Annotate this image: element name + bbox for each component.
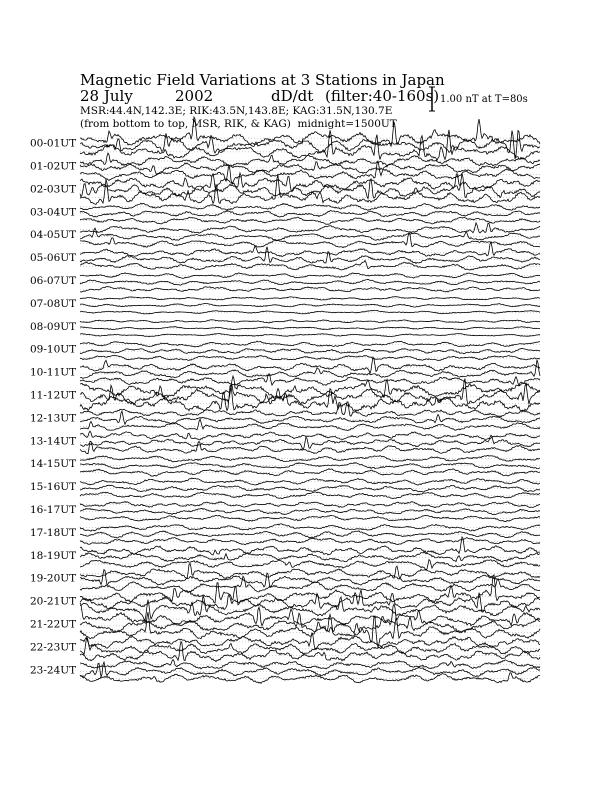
trace-msr <box>80 385 540 412</box>
trace-kag <box>80 223 540 233</box>
hour-label: 22-23UT <box>30 641 77 654</box>
hour-label: 10-11UT <box>30 366 77 379</box>
date-label: 28 July <box>80 87 133 105</box>
hour-label: 11-12UT <box>30 389 77 402</box>
trace-kag <box>80 320 540 323</box>
trace-kag <box>80 660 540 669</box>
hour-label: 21-22UT <box>30 618 77 631</box>
trace-kag <box>80 563 540 578</box>
hour-label: 18-19UT <box>30 549 77 562</box>
trace-kag <box>80 357 540 373</box>
trace-msr <box>80 175 540 204</box>
trace-msr <box>80 576 540 592</box>
hour-label: 06-07UT <box>30 274 77 287</box>
hour-label: 14-15UT <box>30 458 77 471</box>
trace-rik <box>80 463 540 469</box>
trace-kag <box>80 153 540 166</box>
trace-rik <box>80 508 540 514</box>
hour-label: 20-21UT <box>30 595 77 608</box>
hour-label: 01-02UT <box>30 160 77 173</box>
scale-label: 1.00 nT at T=80s <box>440 94 528 105</box>
year-label: 2002 <box>175 87 214 105</box>
trace-msr <box>80 560 540 571</box>
hour-label: 08-09UT <box>30 320 77 333</box>
trace-msr <box>80 419 540 430</box>
trace-kag <box>80 537 540 555</box>
hour-label: 03-04UT <box>30 206 77 219</box>
hour-label: 05-06UT <box>30 252 77 265</box>
trace-kag <box>80 173 540 192</box>
stations-label: MSR:44.4N,142.3E; RIK:43.5N,143.8E; KAG:31.5N,130.7E <box>80 105 393 117</box>
hour-label: 17-18UT <box>30 526 77 539</box>
trace-rik <box>80 360 540 379</box>
hour-label: 07-08UT <box>30 297 77 310</box>
hour-label: 12-13UT <box>30 412 77 425</box>
chart-title: Magnetic Field Variations at 3 Stations in Japan <box>80 71 445 89</box>
trace-kag <box>80 117 540 146</box>
trace-kag <box>80 524 540 531</box>
trace-rik <box>80 247 540 264</box>
hour-label: 04-05UT <box>30 229 77 242</box>
trace-kag <box>80 376 540 400</box>
hour-label: 16-17UT <box>30 503 77 516</box>
hour-label: 15-16UT <box>30 481 77 494</box>
trace-rik <box>80 327 540 330</box>
hour-label: 23-24UT <box>30 664 77 677</box>
midnight-label: midnight=1500UT <box>297 118 397 130</box>
hour-label: 00-01UT <box>30 137 77 150</box>
trace-msr <box>80 233 540 248</box>
filter-label: (filter:40-160s) <box>325 87 440 105</box>
component-label: dD/dt <box>271 87 314 105</box>
hour-label: 13-14UT <box>30 435 77 448</box>
trace-kag <box>80 431 540 440</box>
order-label: (from bottom to top, MSR, RIK, & KAG) <box>80 118 291 130</box>
trace-msr <box>80 492 540 499</box>
hour-label: 02-03UT <box>30 183 77 196</box>
trace-msr <box>80 515 540 521</box>
trace-rik <box>80 162 540 175</box>
hour-label: 09-10UT <box>30 343 77 356</box>
trace-rik <box>80 411 540 424</box>
hour-label: 19-20UT <box>30 572 77 585</box>
trace-rik <box>80 304 540 308</box>
trace-msr <box>80 161 540 184</box>
